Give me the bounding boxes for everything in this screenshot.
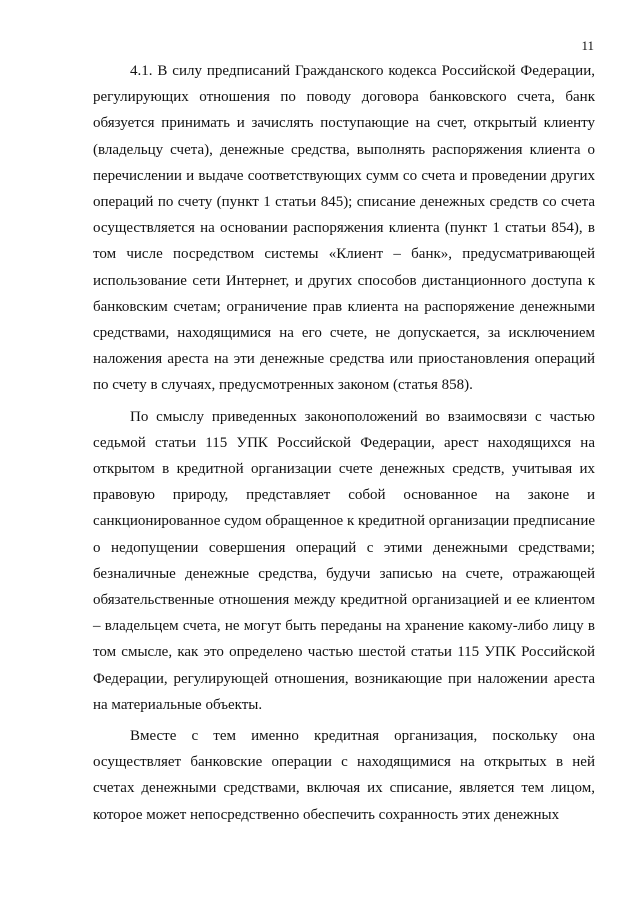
page-number: 11 <box>581 38 594 53</box>
paragraph-2: По смыслу приведенных законоположений во взаимосвязи с частью седьмой статьи 115 УПК Российской Федерации, арест находящихся на открытом в кредитной организации счете денежных средств, учитывая их правовую природу, представляет собой основанное на законе и санкционированное судом обращенное к кредитной организации предписание о недопущении совершения операций с этими денежными средствами; безналичные денежные средства, будучи записью на счете, отражающей обязательственные отношения между кредитной организацией и ее клиентом – владельцем счета, не могут быть переданы на хранение какому-либо лицу в том смысле, как это определено частью шестой статьи 115 УПК Российской Федерации, регулирующей отношения, возникающие при наложении ареста на материальные объекты. <box>93 408 595 713</box>
paragraph-1: 4.1. В силу предписаний Гражданского кодекса Российской Федерации, регулирующих отношения по поводу договора банковского счета, банк обязуется принимать и зачислять поступающие на счет, открытый клиенту (владельцу счета), денежные средства, выполнять распоряжения клиента о перечислении и выдаче соответствующих сумм со счета и проведении других операций по счету (пункт 1 статьи 845); списание денежных средств со счета осуществляется на основании распоряжения клиента (пункт 1 статьи 854), в том числе посредством системы «Клиент – банк», предусматривающей использование сети Интернет, и других способов дистанционного доступа к банковским счетам; ограничение прав клиента на распоряжение денежными средствами, находящимися на его счете, не допускается, за исключением наложения ареста на эти денежные средства или приостановления операций по счету в случаях, предусмотренных законом (статья 858). <box>93 63 595 394</box>
paragraph-3: Вместе с тем именно кредитная организация, поскольку она осуществляет банковские операции с находящимися на открытых в ней счетах денежными средствами, включая их списание, является тем лицом, которое может непосредственно обеспечить сохранность этих денежных <box>93 728 595 823</box>
body-text <box>93 58 595 828</box>
